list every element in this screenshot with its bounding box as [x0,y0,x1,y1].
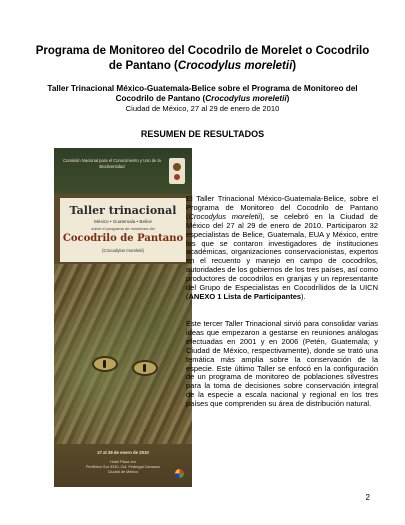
para1-text-part1: El Taller Trinacional México-Guatemala-Belice, sobre el Programa de Monitoreo del Cocodrilo de Pantano ( [186,194,378,221]
subtitle-species-name: Crocodylus moreletii [205,94,287,103]
summary-paragraph-2: Este tercer Taller Trinacional sirvió para consolidar varias ideas que empezaron a gestarse en reuniones análogas efectuadas en 2001 y en 2006 (Petén, Guatemala; y Ciudad de México, respectivamente), donde se trató una temática más amplia sobre la conservación de la especie. Este último Taller se enfocó en la configuración de un programa de monitoreo de poblaciones silvestres para la toma de decisiones sobre conservación integral de la especie a escala nacional y regional en los tres países que comprenden su área de distribución natural. [186,319,378,409]
subtitle-line1: Taller Trinacional México-Guatemala-Belice sobre el Programa de Monitoreo del [47,84,358,93]
document-subtitle [30,84,375,104]
crocodile-photo [54,264,192,444]
poster-footer-date: 27 al 29 de enero de 2010 [97,450,149,455]
para1-text-part3: ). [301,291,306,301]
document-title [30,44,375,74]
title-line1: Programa de Monitoreo del Cocodrilo de Morelet o Cocodrilo [35,45,370,57]
title-line2-prefix: de Pantano ( [108,60,178,72]
poster-card-line: sobre el programa de monitoreo del [91,226,155,231]
crocodile-eye-icon [92,356,118,372]
poster-title-card [60,198,186,262]
poster-footer [54,444,192,487]
poster-footer-venue [54,460,192,475]
title-line2-suffix: ) [292,60,297,72]
poster-venue-line2: Periférico Sur 3330, Col. Pedregal Carrasco [85,465,161,469]
title-species-name: Crocodylus moreletii [177,60,293,72]
subtitle-line2-prefix: Cocodrilo de Pantano ( [115,94,206,103]
sponsor-logo-icon [175,469,184,478]
poster-venue-line3: Ciudad de México [107,470,139,474]
para1-text-part2: ), se celebró en la Ciudad de México del 27 al 29 de enero de 2010. Participaron 32 especialistas de Belice, Guatemala, EUA y México, entre los que se contaron investigadores de instituciones académicas, organizaciones conservacionistas, expertos en el recuento y manejo en campo de cocodrilos, autoridades de los gobiernos de los tres países, así como productores de cocodrilos en granjas y un representante del Grupo de Especialistas en Cocodrílidos de la UICN ( [186,211,378,301]
poster-institution-text: Comisión Nacional para el Conocimiento y Uso de la Biodiversidad [63,158,161,169]
page-number: 2 [365,493,370,502]
conabio-emblem-icon [169,158,185,184]
poster-card-title: Taller trinacional [69,204,177,217]
poster-card-species: (Crocodylus moreletii) [102,248,144,253]
dateline: Ciudad de México, 27 al 29 de enero de 2010 [125,104,280,113]
annex-reference: ANEXO 1 Lista de Participantes [188,291,302,301]
poster-venue-line1: Hotel Plaza Inn [110,460,136,464]
poster-header-band [54,148,192,194]
summary-paragraph-1 [186,195,378,302]
poster-card-main-title: Cocodrilo de Pantano [62,233,184,244]
para1-species-name: Crocodylus moreletii [188,211,261,221]
poster-card-countries: México • Guatemala • Belice [94,219,152,224]
section-heading: RESUMEN DE RESULTADOS [140,129,265,139]
subtitle-line2-suffix: ) [286,94,290,103]
crocodile-eye-icon [132,360,158,376]
workshop-poster-image [54,148,192,487]
